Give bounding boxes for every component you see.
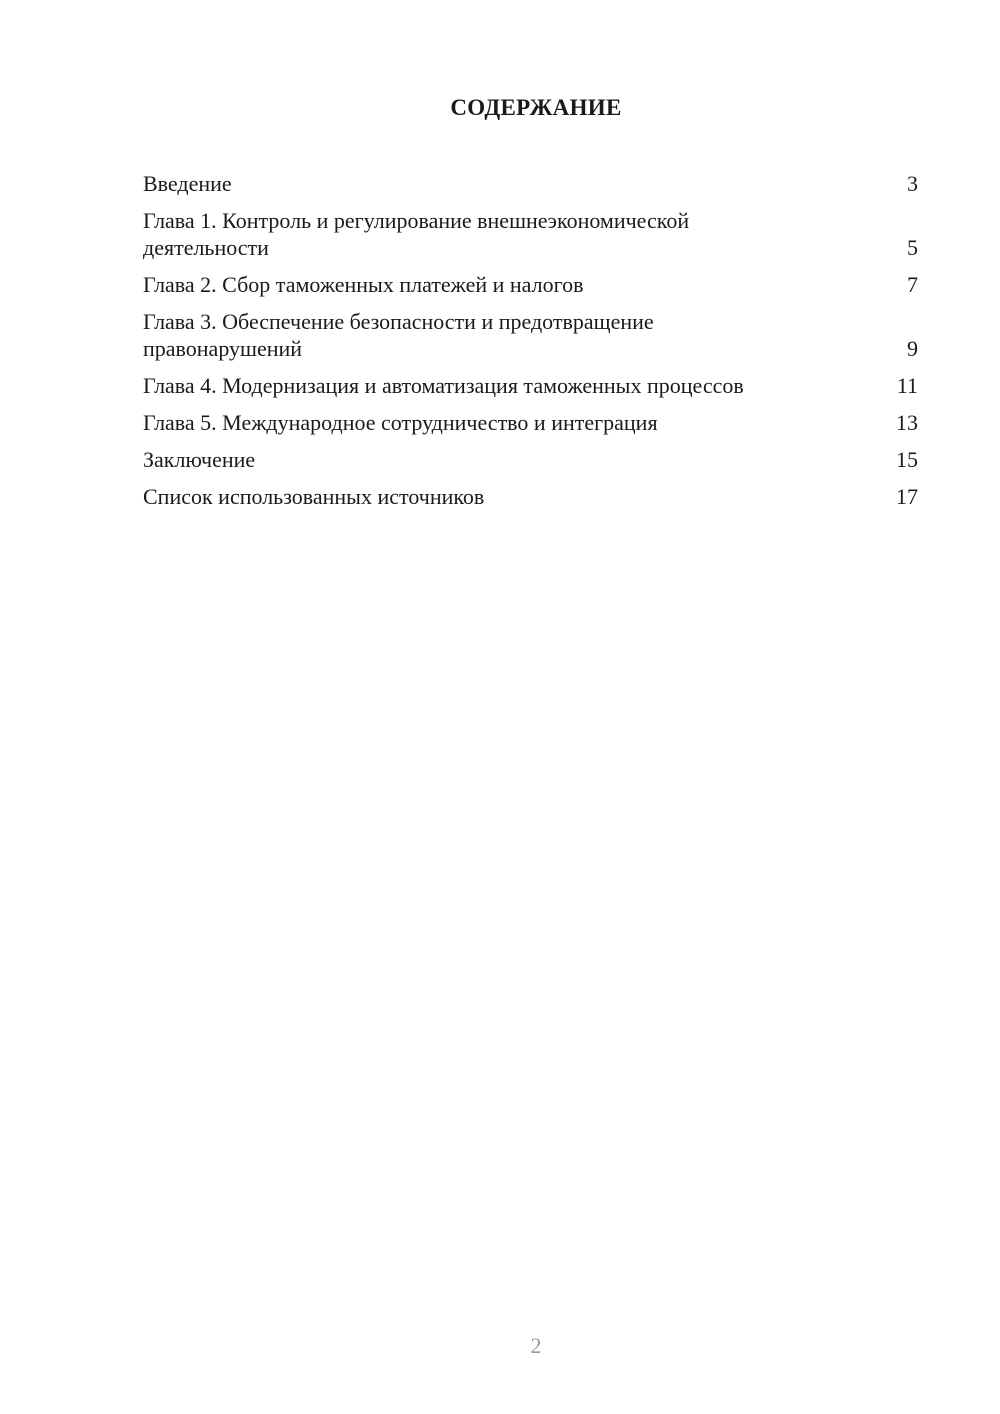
- toc-entry-chapter-3[interactable]: [143, 308, 918, 362]
- toc-entry-title: Глава 5. Международное сотрудничество и интеграция: [143, 410, 658, 435]
- toc-entry-chapter-4[interactable]: [143, 372, 918, 399]
- toc-entry-chapter-5[interactable]: [143, 409, 918, 436]
- toc-entry-references[interactable]: [143, 483, 918, 510]
- toc-entry-chapter-2[interactable]: [143, 271, 918, 298]
- table-of-contents: [143, 170, 918, 520]
- toc-entry-page: 9: [907, 336, 918, 361]
- toc-entry-title: Список использованных источников: [143, 484, 485, 509]
- toc-entry-page: 13: [896, 410, 918, 435]
- page-number: 2: [530, 1333, 542, 1358]
- toc-entry-page: 17: [896, 484, 918, 509]
- toc-entry-title: Глава 2. Сбор таможенных платежей и налогов: [143, 272, 584, 297]
- toc-entry-page: 7: [907, 272, 918, 297]
- toc-entry-page: 3: [907, 171, 918, 196]
- toc-entry-page: 11: [896, 373, 918, 398]
- toc-entry-page: 15: [896, 447, 918, 472]
- toc-entry-chapter-1[interactable]: [143, 207, 918, 261]
- toc-entry-title: Глава 4. Модернизация и автоматизация таможенных процессов: [143, 373, 744, 398]
- toc-entry-title: Введение: [143, 171, 232, 196]
- page-title: СОДЕРЖАНИЕ: [450, 95, 622, 120]
- toc-entry-conclusion[interactable]: [143, 446, 918, 473]
- toc-entry-title: Заключение: [143, 447, 256, 472]
- toc-entry-title: Глава 1. Контроль и регулирование внешнеэкономической деятельности: [143, 208, 690, 260]
- toc-entry-title: Глава 3. Обеспечение безопасности и предотвращение правонарушений: [143, 309, 654, 361]
- toc-entry-introduction[interactable]: [143, 170, 918, 197]
- toc-entry-page: 5: [907, 235, 918, 260]
